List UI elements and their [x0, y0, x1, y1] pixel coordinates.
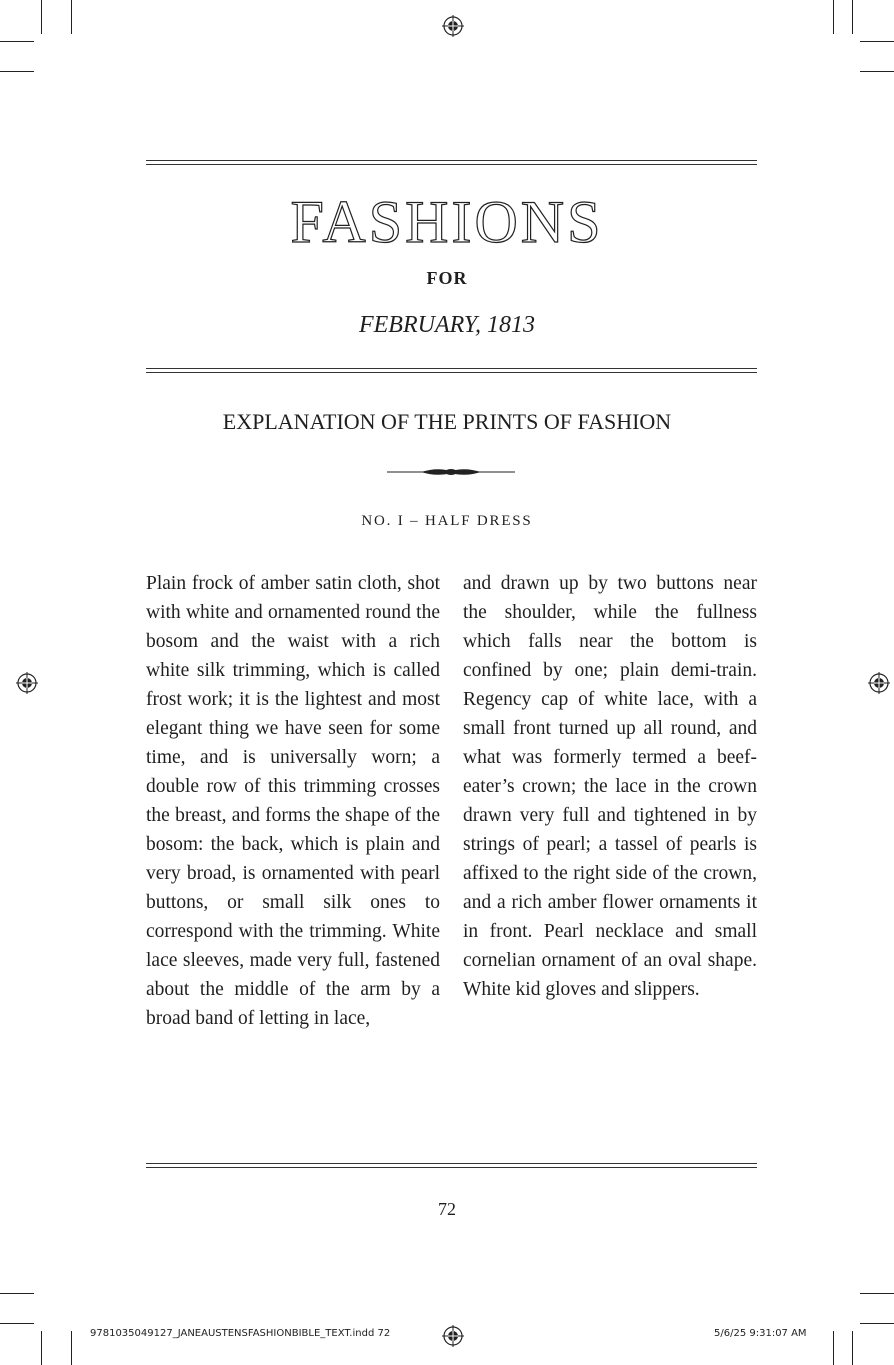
registration-mark-icon — [16, 672, 38, 694]
registration-mark-icon — [868, 672, 890, 694]
crop-mark — [860, 1323, 894, 1324]
crop-mark — [860, 71, 894, 72]
fleuron-ornament-icon — [387, 462, 515, 482]
section-heading: EXPLANATION OF THE PRINTS OF FASHION — [222, 409, 672, 434]
issue-date: FEBRUARY, 1813 — [358, 312, 535, 338]
crop-mark — [0, 41, 34, 42]
registration-mark-icon — [442, 1325, 464, 1347]
body-column-left: Plain frock of amber satin cloth, shot with white and ornamented round the bosom and the waist with a rich white silk trimming, which is called frost work; it is the lightest and most elegant thing we have seen for some time, and is universally worn; a double row of this trimming crosses the breast, and forms the shape of the bosom: the back, which is plain and very broad, is ornamented with pearl buttons, or small silk ones to correspond with the trimming. White lace sleeves, made very full, fastened about the middle of the arm by a broad band of letting in lace, — [146, 573, 440, 1029]
crop-mark — [41, 0, 42, 34]
crop-mark — [833, 0, 834, 34]
registration-mark-icon — [442, 15, 464, 37]
title-for: FOR — [426, 268, 468, 288]
middle-double-rule — [146, 368, 757, 373]
crop-mark — [833, 1331, 834, 1365]
page-number: 72 — [438, 1199, 456, 1219]
crop-mark — [71, 0, 72, 34]
slug-timestamp: 5/6/25 9:31:07 AM — [714, 1328, 807, 1339]
print-subheading: NO. I – HALF DRESS — [361, 513, 533, 529]
top-double-rule — [146, 160, 757, 165]
crop-mark — [71, 1331, 72, 1365]
crop-mark — [860, 1293, 894, 1294]
crop-mark — [860, 41, 894, 42]
bottom-double-rule — [146, 1163, 757, 1168]
crop-mark — [41, 1331, 42, 1365]
page-title: FASHIONS — [290, 189, 604, 255]
crop-mark — [0, 1323, 34, 1324]
crop-mark — [0, 71, 34, 72]
slug-filename: 9781035049127_JANEAUSTENSFASHIONBIBLE_TEXT.indd 72 — [90, 1328, 391, 1339]
crop-mark — [0, 1293, 34, 1294]
body-column-right: and drawn up by two buttons near the shoulder, while the fullness which falls near the bottom is confined by one; plain demi-train. Regency cap of white lace, with a small front turned up all round, and what was formerly termed a beef-eater’s crown; the lace in the crown drawn very full and tightened in by strings of pearl; a tassel of pearls is affixed to the right side of the crown, and a rich amber flower ornaments it in front. Pearl necklace and small cornelian ornament of an oval shape. White kid gloves and slippers. — [463, 573, 757, 1000]
crop-mark — [852, 1331, 853, 1365]
crop-mark — [852, 0, 853, 34]
